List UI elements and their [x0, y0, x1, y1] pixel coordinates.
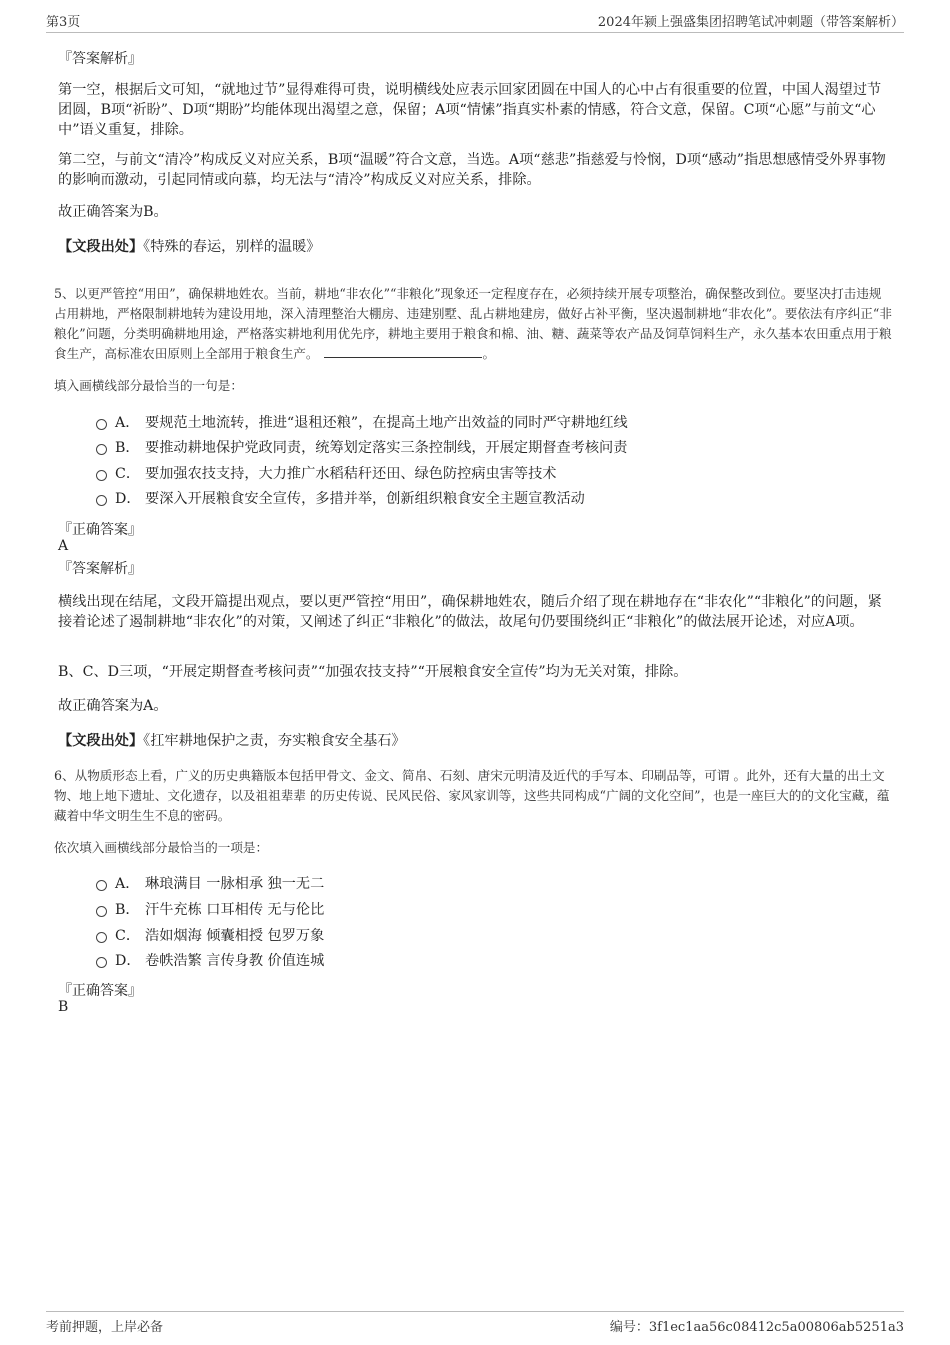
q4-source [58, 236, 320, 256]
q5-source-title: 《扛牢耕地保护之责，夯实粮食安全基石》 [143, 733, 406, 749]
page-footer [46, 1311, 904, 1338]
radio-button[interactable] [96, 419, 107, 430]
q6-correct-answer: B [58, 999, 69, 1015]
q5-stem [54, 284, 894, 364]
q5-stem-end: 。 [482, 346, 496, 361]
radio-button[interactable] [96, 444, 107, 455]
q5-analysis-label: 『答案解析』 [58, 561, 142, 577]
radio-button[interactable] [96, 932, 107, 943]
q6-stem: 6、从物质形态上看，广义的历史典籍版本包括甲骨文、金文、简帛、石刻、唐宋元明清及近代的手写本、印刷品等，可谓 。此外，还有大量的出土文物、地上地下遗址、文化遗存，以及祖祖辈辈 的历史传说、民风民俗、家风家训等，这些共同构成“广阔的文化空间”，也是一座巨大的的文化宝藏，蕴藏着中华文明生生不息的密码。 [54, 768, 890, 823]
option-letter: B． [115, 440, 140, 456]
radio-button[interactable] [96, 495, 107, 506]
option-text: 卷帙浩繁 言传身教 价值连城 [145, 953, 325, 969]
option-letter: D． [115, 953, 141, 969]
q5-option-b[interactable] [96, 438, 627, 458]
document-id: 编号：3f1ec1aa56c08412c5a00806ab5251a3 [609, 1320, 904, 1335]
option-text: 要加强农技支持，大力推广水稻秸秆还田、绿色防控病虫害等技术 [145, 466, 557, 482]
radio-button[interactable] [96, 880, 107, 891]
option-text: 汗牛充栋 口耳相传 无与伦比 [145, 902, 325, 918]
option-letter: B． [115, 902, 140, 918]
q5-source-label: 【文段出处】 [58, 733, 144, 749]
option-text: 要推动耕地保护党政同责，统筹划定落实三条控制线，开展定期督查考核问责 [145, 440, 628, 456]
option-letter: C． [115, 928, 141, 944]
q5-stem-text: 5、以更严管控“用田”，确保耕地姓农。当前，耕地“非农化”“非粮化”现象还一定程度存在，必须持续开展专项整治，确保整改到位。要坚决打击违规占用耕地，严格限制耕地转为建设用地，深入清理整治大棚房、违建别墅、乱占耕地建房，做好占补平衡，坚决遏制耕地“非农化”。要依法有序纠正“非粮化”问题，分类明确耕地用途，严格落实耕地利用优先序，耕地主要用于粮食和棉、油、糖、蔬菜等农产品及饲草饲料生产，永久基本农田重点用于粮食生产，高标准农田原则上全部用于粮食生产。 [54, 286, 892, 361]
option-letter: D． [115, 491, 141, 507]
page-number: 第3页 [46, 15, 81, 30]
q6-option-a[interactable] [96, 874, 324, 894]
q6-option-c[interactable] [96, 926, 324, 946]
option-letter: A． [115, 415, 140, 431]
q5-option-d[interactable] [96, 489, 585, 509]
q6-correct-label: 『正确答案』 [58, 983, 142, 999]
option-text: 要规范土地流转，推进“退租还粮”，在提高土地产出效益的同时严守耕地红线 [145, 415, 628, 431]
radio-button[interactable] [96, 906, 107, 917]
q4-analysis-paragraph-1: 第一空，根据后文可知，“就地过节”显得难得可贵，说明横线处应表示回家团圆在中国人的心中占有很重要的位置，中国人渴望过节团圆，B项“祈盼”、D项“期盼”均能体现出渴望之意，保留；A项“情愫”指真实朴素的情感，符合文意，保留。C项“心愿”与前文“心中”语义重复，排除。 [58, 82, 882, 138]
q5-correct-label: 『正确答案』 [58, 522, 142, 538]
q4-conclusion: 故正确答案为B。 [58, 204, 168, 220]
q5-option-a[interactable] [96, 413, 628, 433]
radio-button[interactable] [96, 957, 107, 968]
q5-analysis-paragraph-1: 横线出现在结尾，文段开篇提出观点，要以更严管控“用田”，确保耕地姓农，随后介绍了现在耕地存在“非农化”“非粮化”的问题，紧接着论述了遏制耕地“非农化”的对策，又阐述了纠正“非粮化”的做法，故尾句仍要围绕纠正“非粮化”的做法展开论述，对应A项。 [58, 594, 882, 630]
radio-button[interactable] [96, 470, 107, 481]
option-text: 要深入开展粮食安全宣传，多措并举，创新组织粮食安全主题宣教活动 [145, 491, 585, 507]
q5-answer-blank [324, 345, 482, 358]
footer-slogan: 考前押题，上岸必备 [46, 1320, 164, 1335]
document-title: 2024年颍上强盛集团招聘笔试冲刺题（带答案解析） [597, 15, 904, 30]
q5-analysis-paragraph-2: B、C、D三项，“开展定期督查考核问责”“加强农技支持”“开展粮食安全宣传”均为无关对策，排除。 [58, 664, 688, 680]
option-letter: C． [115, 466, 141, 482]
q4-source-title: 《特殊的春运，别样的温暖》 [143, 239, 321, 255]
option-text: 琳琅满目 一脉相承 独一无二 [145, 876, 325, 892]
option-text: 浩如烟海 倾囊相授 包罗万象 [145, 928, 325, 944]
q6-option-b[interactable] [96, 900, 324, 920]
q6-option-d[interactable] [96, 951, 324, 971]
q6-prompt: 依次填入画横线部分最恰当的一项是： [54, 840, 269, 855]
q5-prompt: 填入画横线部分最恰当的一句是： [54, 378, 243, 393]
q4-analysis-label: 『答案解析』 [58, 51, 142, 67]
page-header [46, 10, 904, 33]
q5-source [58, 730, 406, 750]
q4-source-label: 【文段出处】 [58, 239, 144, 255]
option-letter: A． [115, 876, 140, 892]
q4-analysis-paragraph-2: 第二空，与前文“清冷”构成反义对应关系，B项“温暖”符合文意，当选。A项“慈悲”指慈爱与怜悯，D项“感动”指思想感情受外界事物的影响而激动，引起同情或向慕，均无法与“清冷”构成反义对应关系，排除。 [58, 152, 886, 188]
q5-conclusion: 故正确答案为A。 [58, 698, 168, 714]
q5-option-c[interactable] [96, 464, 556, 484]
q5-correct-answer: A [58, 538, 69, 554]
